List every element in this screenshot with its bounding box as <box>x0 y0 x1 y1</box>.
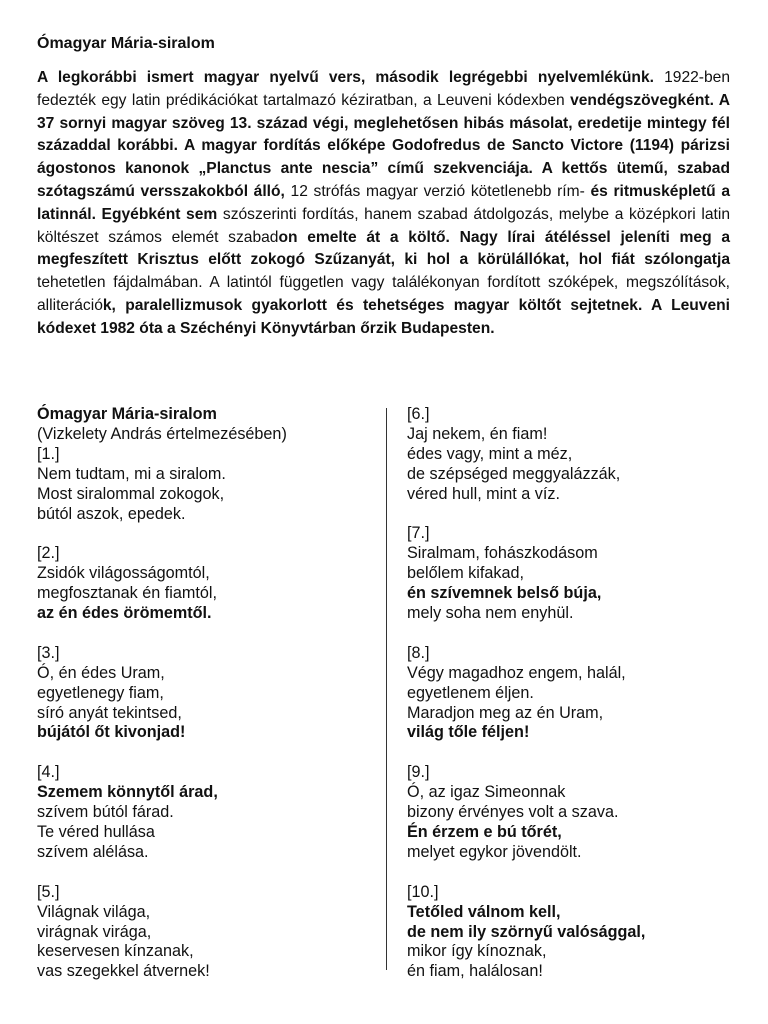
poem-line: Világnak világa, <box>37 902 151 921</box>
poem-line: világ tőle féljen! <box>407 723 530 742</box>
poem-title: Ómagyar Mária-siralom <box>37 405 217 423</box>
stanza <box>37 763 367 863</box>
poem-line: Maradjon meg az én Uram, <box>407 703 604 722</box>
poem-line: az én édes örömemtől. <box>37 604 212 623</box>
stanza-number: [7.] <box>407 524 430 543</box>
stanza-number: [3.] <box>37 643 60 662</box>
poem-line: Jaj nekem, én fiam! <box>407 424 548 443</box>
poem-line: virágnak virága, <box>37 922 152 941</box>
intro-segment: tehetetlen fájdalmában. A latintól független vagy találékonyan fordított szóképek, megszólítások, alliteráció <box>37 274 730 314</box>
poem-line: melyet egykor jövendölt. <box>407 842 582 861</box>
poem-line: bizony érvényes volt a szava. <box>407 803 619 822</box>
stanzas-left <box>37 445 367 982</box>
stanza <box>407 405 737 505</box>
intro-segment: 1922-ben fedezték egy latin prédikációkat tartalmazó kéziratban, a Leuveni kódexben <box>37 69 730 109</box>
poem-line: édes vagy, mint a méz, <box>407 444 573 463</box>
document-title: Ómagyar Mária-siralom <box>37 35 215 52</box>
poem-line: Én érzem e bú tőrét, <box>407 822 562 841</box>
stanza <box>407 524 737 624</box>
poem-line: én szívemnek belső búja, <box>407 584 602 603</box>
poem-line: szívem alélása. <box>37 842 149 861</box>
poem-line: de szépséged meggyalázzák, <box>407 464 621 483</box>
intro-segment: 12 strófás magyar verzió kötetlenebb rím- <box>290 182 591 200</box>
poem-line: belőlem kifakad, <box>407 564 524 583</box>
column-divider <box>386 408 387 970</box>
poem-line: Zsidók világosságomtól, <box>37 564 210 583</box>
poem-line: Ó, én édes Uram, <box>37 663 165 682</box>
intro-segment: szószerinti fordítás, hanem szabad átdolgozás, melybe a középkori latin költészet számos elemét szabad <box>37 205 730 246</box>
stanza <box>407 644 737 744</box>
poem-line: véred hull, mint a víz. <box>407 484 560 503</box>
poem-column-right <box>407 405 737 1002</box>
poem-line: mely soha nem enyhül. <box>407 604 574 623</box>
stanza <box>37 644 367 744</box>
poem-line: keservesen kínzanak, <box>37 942 194 961</box>
stanza-number: [2.] <box>37 544 60 563</box>
stanza-number: [9.] <box>407 763 430 782</box>
poem-line: de nem ily szörnyű valósággal, <box>407 922 646 941</box>
poem-line: megfosztanak én fiamtól, <box>37 584 217 603</box>
poem-subtitle: (Vizkelety András értelmezésében) <box>37 424 287 443</box>
poem-line: mikor így kínoznak, <box>407 942 547 961</box>
poem-line: egyetlenegy fiam, <box>37 683 164 702</box>
stanza-number: [1.] <box>37 444 60 463</box>
poem-line: Te véred hullása <box>37 822 155 841</box>
poem-line: síró anyát tekintsed, <box>37 703 182 722</box>
stanza <box>407 883 737 983</box>
intro-segment: k, paralellizmusok gyakorlott és tehetséges magyar költőt sejtetnek. A Leuveni kódexet 1982 óta a Széchényi Könyvtárban őrzik Budapesten. <box>37 296 730 337</box>
poem-line: Siralmam, fohászkodásom <box>407 544 598 563</box>
poem-line: szívem bútól fárad. <box>37 803 174 822</box>
poem-line: bútól aszok, epedek. <box>37 504 186 523</box>
stanza-number: [10.] <box>407 882 439 901</box>
stanza-number: [8.] <box>407 643 430 662</box>
stanza-number: [6.] <box>407 405 430 423</box>
poem-line: én fiam, halálosan! <box>407 962 543 981</box>
stanza <box>407 763 737 863</box>
poem-line: vas szegekkel átvernek! <box>37 962 210 981</box>
stanza <box>37 544 367 624</box>
poem-line: Nem tudtam, mi a siralom. <box>37 464 226 483</box>
poem-line: Ó, az igaz Simeonnak <box>407 783 566 802</box>
intro-segment: vendégszövegként. A 37 sornyi magyar szöveg 13. század végi, meglehetősen hibás másolat, eredetije mintegy fél századdal korábbi. A magyar fordítás előképe Godofredus de Sancto Victore (1194) párizsi ágostonos kanonok „Planctus ante nescia” című szekvenciája. A kettős ütemű, szabad szótagszámú versszakokból álló, <box>37 91 731 200</box>
intro-segment: on emelte át a költő. Nagy lírai átéléssel jeleníti meg a megfeszített Krisztus előtt zokogó Szűzanyát, ki hol a körülállókat, hol fiát szólongatja <box>37 228 730 269</box>
poem-line: Végy magadhoz engem, halál, <box>407 663 626 682</box>
poem-column-left <box>37 405 367 1002</box>
poem-line: bújától őt kivonjad! <box>37 723 186 742</box>
stanza-number: [5.] <box>37 882 60 901</box>
poem-line: Tetőled válnom kell, <box>407 902 561 921</box>
stanza-number: [4.] <box>37 763 60 782</box>
stanza <box>37 445 367 525</box>
poem-line: egyetlenem éljen. <box>407 683 534 702</box>
poem-line: Most siralommal zokogok, <box>37 484 225 503</box>
intro-segment: A legkorábbi ismert magyar nyelvű vers, második legrégebbi nyelvemlékünk. <box>37 69 665 86</box>
poem-line: Szemem könnytől árad, <box>37 783 218 802</box>
stanzas-right <box>407 405 737 982</box>
stanza <box>37 883 367 983</box>
intro-paragraph <box>37 67 730 341</box>
intro-segment: és ritmusképletű a latinnál. Egyébként sem <box>37 182 731 223</box>
